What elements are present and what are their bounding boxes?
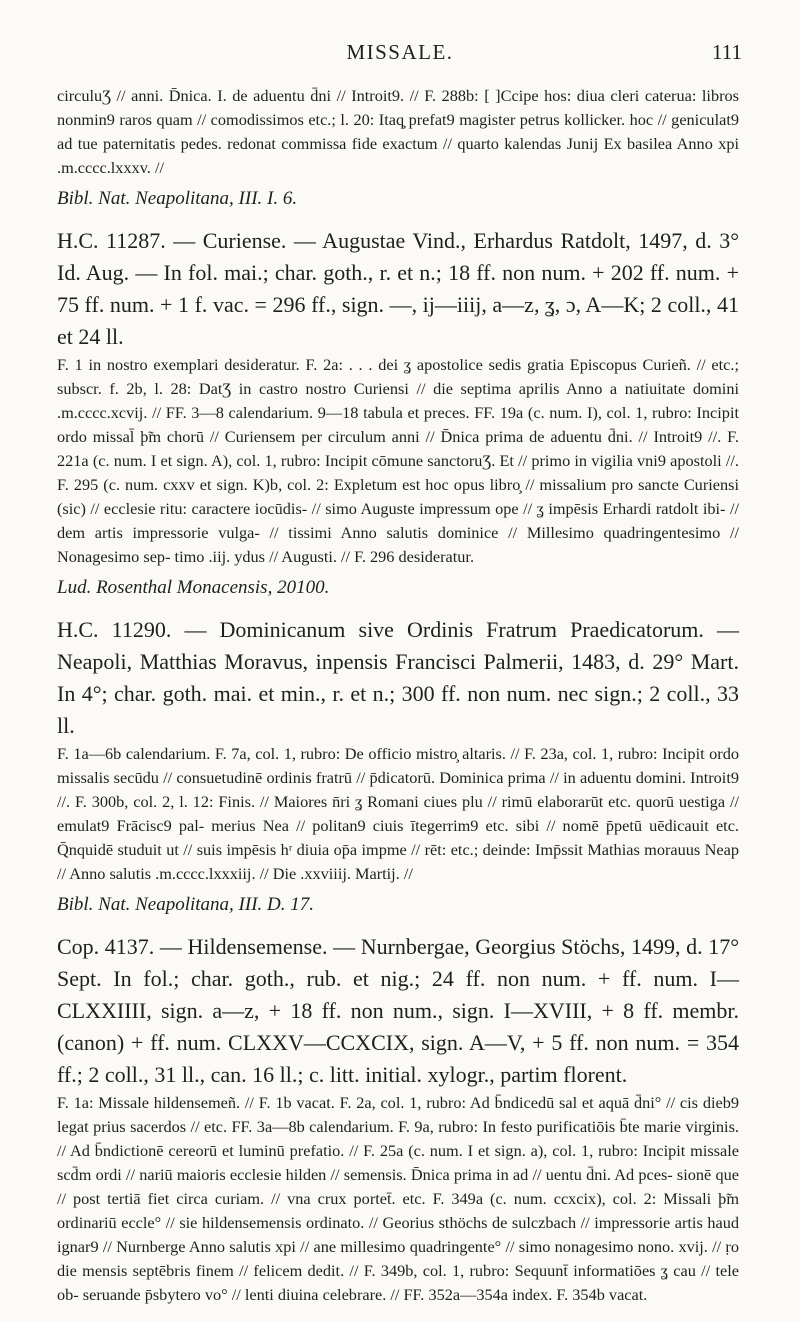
catalogue-entry: [57, 614, 739, 917]
page-body: [57, 84, 739, 1321]
entry-description: F. 1a: Missale hildensemeñ. // F. 1b vacat. F. 2a, col. 1, rubro: Ad b̄ndicedū sal et aquā d̄ni° // cis dieb9 legat prius sacerdos // etc. FF. 3a—8b calendarium. F. 9a, rubro: In festo purificatiōis b̄te marie virginis. // Ad b̄ndictionē cereorū et luminū prefatio. // F. 25a (c. num. I et sign. a), col. 1, rubro: Incipit missale scd̄m ordi // nariū maioris ecclesie hilden // semensis. D̄nica prima in ad // uentu d̄ni. Ad pces- sionē que // post tertiā fiet circa curiam. // vna crux portet̄. etc. F. 349a (c. num. ccxcix), col. 2: Missali þ̃m ordinariū eccle° // sie hildensemensis ordinato. // Georius sthöchs de sulczbach // impressorie artis haud ignar9 // Nurnberge Anno salutis xpi // ane millesimo quadringente° // simo nonagesimo nono. xvij. // ṛo die mensis septēbris finem // felicem dedit. // F. 349b, col. 1, rubro: Sequunt̄ informatiōes ʓ cau // tele ob- seruande p̄sbytero vo° // lenti diuina celebrare. // FF. 352a—354a index. F. 354b vacat.: [57, 1093, 739, 1304]
catalogue-entry: [57, 931, 739, 1307]
entry-description: F. 1 in nostro exemplari desideratur. F. 2a: . . . dei ʓ apostolice sedis gratia Episcopus Curieñ. // etc.; subscr. f. 2b, l. 28: DatƷ in castro nostro Curiensi // die septima aprilis Anno a natiuitate domini .m.cccc.xcvij. // FF. 3—8 calendarium. 9—18 tabula et preces. FF. 19a (c. num. I), col. 1, rubro: Incipit ordo missal̄ þ̃m chorū // Curiensem per circulum anni // D̄nica prima de aduentu d̄ni. // Introit9 //. F. 221a (c. num. I et sign. A), col. 1, rubro: Incipit cōmune sanctoruƷ. Et // primo in vigilia vni9 apostoli //. F. 295 (c. num. cxxv et sign. K)b, col. 2: Expletum est hoc opus libro̧ // missalium pro sancte Curiensi (sic) // ecclesie ritu: caractere iocūdis- // simo Auguste impressum ope // ʓ impēsis Erhardi ratdolt ibi- // dem artis impressorie vulga- // tissimi Anno salutis dominice // Millesimo quadringentesimo // Nonagesimo sep- timo .iij. ydus // Augusti. // F. 296 desideratur.: [57, 355, 739, 566]
continued-entry: [57, 84, 739, 211]
entry-description: F. 1a—6b calendarium. F. 7a, col. 1, rubro: De officio mistro̧ altaris. // F. 23a, col. 1, rubro: Incipit ordo missalis secūdu // consuetudinē ordinis fratrū // p̄dicatorū. Dominica prima // in aduentu domini. Introit9 //. F. 300b, col. 2, l. 12: Finis. // Maiores n̄ri ʓ Romani ciues plu // rimū elaborarūt etc. quorū uestiga // emulat9 Frācisc9 pal- merius Nea // politan9 ciuis ītegerrim9 etc. sibi // nomē p̄petū uēdicauit etc. Q̄nquidē studuit ut // suis impēsis hʳ diuia op̄a impme // rēt: etc.; deinde: Imp̄ssit Mathias morauus Neap // Anno salutis .m.cccc.lxxxiij. // Die .xxviiij. Martij. //: [57, 744, 739, 883]
running-title: MISSALE.: [346, 40, 454, 64]
entry-heading: H.C. 11287. — Curiense. — Augustae Vind., Erhardus Ratdolt, 1497, d. 3° Id. Aug. — In fol. mai.; char. goth., r. et n.; 18 ff. non num. + 202 ff. num. + 75 ff. num. + 1 f. vac. = 296 ff., sign. —, ij—iiij, a—z, ʓ, ɔ, A—K; 2 coll., 41 et 24 ll.: [57, 228, 739, 349]
entry-heading: Cop. 4137. — Hildensemense. — Nurnbergae, Georgius Stöchs, 1499, d. 17° Sept. In fol.; char. goth., rub. et nig.; 24 ff. non num. + ff. num. I—CLXXIIII, sign. a—z, + 18 ff. non num., sign. I—XVIII, + 8 ff. membr. (canon) + ff. num. CLXXV—CCXCIX, sign. A—V, + 5 ff. non num. = 354 ff.; 2 coll., 31 ll., can. 16 ll.; c. litt. initial. xylogr., partim florent.: [57, 934, 739, 1087]
library-citation: Bibl. Nat. Neapolitana, III. I. 6.: [57, 188, 298, 209]
catalogue-entry: [57, 225, 739, 600]
entry-continuation-text: circuluƷ // anni. D̄nica. I. de aduentu d̄ni // Introit9. // F. 288b: [ ]Ccipe hos: diua cleri caterua: libros nonmin9 raros quam // comodissimos etc.; l. 20: Itaq̧ prefat9 magister petrus kollicker. hoc // geniculat9 ad tue paternitatis pedes. redonat commissa fide exactum // quarto kalendas Junij Ex basilea Anno xpi .m.cccc.lxxxv. //: [57, 86, 739, 177]
library-citation: Bibl. Nat. Neapolitana, III. D. 17.: [57, 894, 315, 915]
page-number: 111: [712, 40, 742, 64]
library-citation: Lud. Rosenthal Monacensis, 20100.: [57, 577, 330, 598]
entry-heading: H.C. 11290. — Dominicanum sive Ordinis Fratrum Praedicatorum. — Neapoli, Matthias Moravus, inpensis Francisci Palmerii, 1483, d. 29° Mart. In 4°; char. goth. mai. et min., r. et n.; 300 ff. non num. nec sign.; 2 coll., 33 ll.: [57, 617, 739, 738]
running-header: [0, 40, 800, 70]
